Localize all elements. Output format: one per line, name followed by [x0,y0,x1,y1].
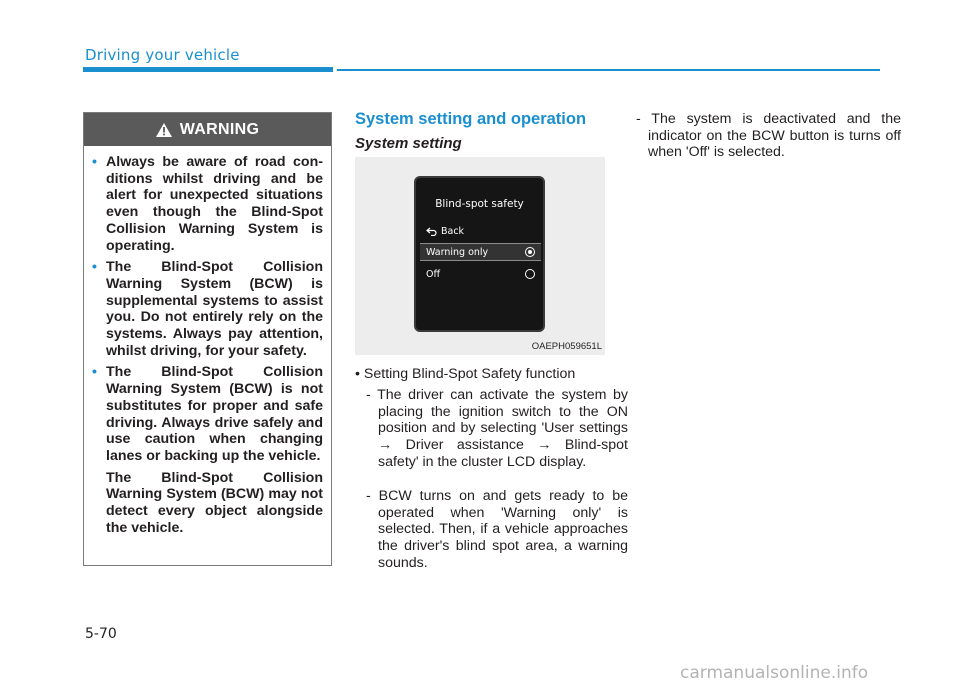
radio-empty-icon [525,269,535,279]
lcd-screen [414,176,545,332]
back-arrow-icon [426,227,437,236]
bullet-icon: • [92,259,97,276]
header-rule-thin [337,69,880,71]
figure-code: OAEPH059651L [531,341,602,352]
lcd-option-warning-only: Warning only [420,243,541,261]
sub-item-activate: - The driver can activate the system by placing the ignition switch to the ON position and by selecting 'User settings → Driver assistance → Blind-spot safety' in the cluster LCD display. [366,387,628,470]
watermark: carmanualsonline.info [680,663,869,683]
warning-item: • The Blind-Spot Collision Warning System (BCW) is not substitutes for proper and safe driving. Always drive safely and use caution when changing lanes or backing up the vehicle. [92,364,323,464]
bullet-icon: • [92,154,97,170]
lcd-back-item: Back [426,226,464,237]
warning-label: WARNING [179,120,260,138]
warning-list [84,146,331,536]
page-number: 5-70 [85,626,117,642]
warning-box [83,112,332,566]
sub-item-off: - The system is deactivated and the indicator on the BCW button is turns off when 'Off' is selected. [636,111,901,161]
header-rule-thick [83,67,333,72]
sub-item-warning-only: - BCW turns on and gets ready to be operated when 'Warning only' is selected. Then, if a vehicle approaches the driver's blind spot area, a warning sounds. [366,488,628,571]
lcd-option-off: Off [420,265,541,283]
subsection-heading: System setting [355,135,462,152]
warning-triangle-icon [156,123,172,137]
cluster-lcd-figure [355,157,605,355]
bullet-setting-function: • Setting Blind-Spot Safety function [355,366,576,382]
warning-item: • Always be aware of road conditions whilst driving and be alert for unexpected situations even though the Blind-Spot Collision Warning System is operating. [92,154,323,254]
radio-selected-icon [525,247,535,257]
bullet-icon: • [92,364,97,381]
warning-item: • The Blind-Spot Collision Warning System (BCW) is supplemental systems to assist you. Do not entirely rely on the systems. Always pay attention, whilst driving, for your safety. [92,259,323,359]
warning-header [84,113,331,146]
section-heading: System setting and operation [355,110,587,128]
section-title: Driving your vehicle [85,46,240,64]
warning-note: The Blind-Spot Collision Warning System (BCW) may not detect every object alongside the vehicle. [106,469,323,536]
lcd-title: Blind-spot safety [435,198,524,210]
